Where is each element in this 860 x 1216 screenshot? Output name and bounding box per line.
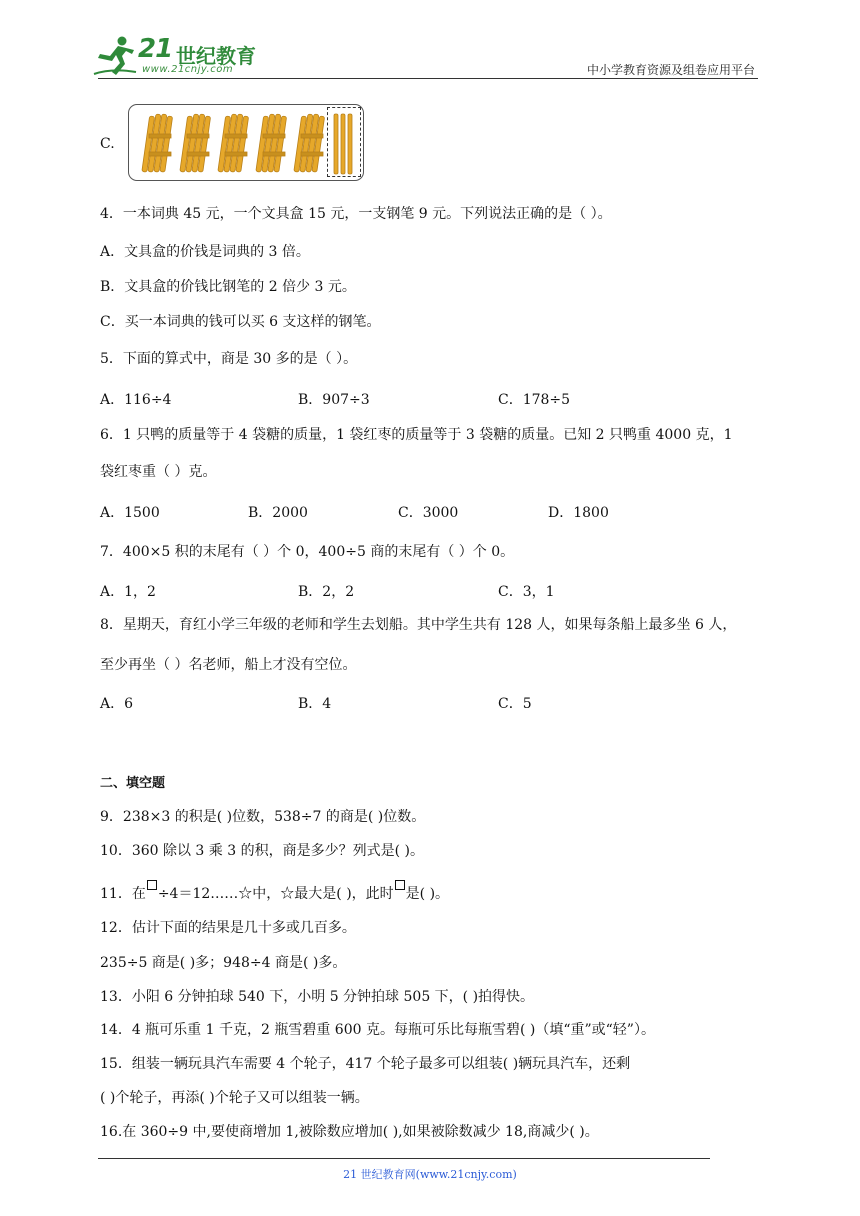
q8-option-a: A．6 — [100, 696, 134, 712]
q9: 9．238×3 的积是( )位数，538÷7 的商是( )位数。 — [100, 809, 426, 825]
logo-title: 世纪教育 — [176, 44, 256, 68]
logo-url: www.21cnjy.com — [142, 64, 234, 75]
q4-option-a: A．文具盒的价钱是词典的 3 倍。 — [100, 244, 310, 260]
bundle-icon — [294, 114, 325, 172]
q5-option-c: C．178÷5 — [498, 392, 571, 408]
footer-text: 21 世纪教育网(www.21cnjy.com) — [343, 1168, 517, 1181]
q6-option-c: C．3000 — [398, 505, 459, 521]
q4-option-b: B．文具盒的价钱比钢笔的 2 倍少 3 元。 — [100, 279, 356, 295]
q8-option-b: B．4 — [298, 696, 332, 712]
logo-number: 21 — [138, 34, 173, 64]
q4-stem: 4．一本词典 45 元，一个文具盒 15 元，一支钢笔 9 元。下列说法正确的是（ ）。 — [100, 206, 612, 222]
q3-option-c-label: C. — [100, 136, 115, 152]
q6-stem-line2: 袋红枣重（ ）克。 — [100, 464, 217, 480]
q12: 12．估计下面的结果是几十多或几百多。 — [100, 920, 356, 936]
q11 — [100, 880, 449, 903]
q11-suffix: 是( )。 — [405, 886, 450, 902]
q6-option-d: D．1800 — [548, 505, 609, 521]
site-logo — [92, 34, 262, 78]
q8-stem-line1: 8．星期天，育红小学三年级的老师和学生去划船。其中学生共有 128 人，如果每条船上最多坐 6 人， — [100, 617, 737, 633]
q8-stem-line2: 至少再坐（ ）名老师，船上才没有空位。 — [100, 657, 357, 673]
runner-logo-icon — [92, 34, 138, 78]
q15-line1: 15．组装一辆玩具汽车需要 4 个轮子，417 个轮子最多可以组装( )辆玩具汽车，还剩 — [100, 1056, 631, 1072]
q10: 10．360 除以 3 乘 3 的积，商是多少？列式是( )。 — [100, 843, 424, 859]
q8-option-c: C．5 — [498, 696, 532, 712]
q7-option-a: A．1，2 — [100, 584, 156, 600]
stick-bundles-image — [128, 104, 368, 182]
bundle-icon — [218, 114, 249, 172]
q7-stem: 7．400×5 积的末尾有（ ）个 0，400÷5 商的末尾有（ ）个 0。 — [100, 544, 515, 560]
blank-box-icon — [395, 880, 405, 890]
platform-title: 中小学教育资源及组卷应用平台 — [586, 63, 755, 77]
footer-divider — [98, 1158, 710, 1159]
header-divider — [98, 78, 758, 79]
q12-sub: 235÷5 商是( )多；948÷4 商是( )多。 — [100, 955, 347, 971]
q6-option-b: B．2000 — [248, 505, 308, 521]
q5-option-b: B．907÷3 — [298, 392, 370, 408]
q16: 16.在 360÷9 中,要使商增加 1,被除数应增加( ),如果被除数减少 18,商减少( )。 — [100, 1124, 599, 1140]
bundle-icon — [180, 114, 211, 172]
q14: 14．4 瓶可乐重 1 千克，2 瓶雪碧重 600 克。每瓶可乐比每瓶雪碧( )（填“重”或“轻”）。 — [100, 1022, 655, 1038]
section-title: 二、填空题 — [100, 776, 166, 791]
q6-option-a: A．1500 — [100, 505, 160, 521]
q5-option-a: A．116÷4 — [100, 392, 172, 408]
q7-option-c: C．3，1 — [498, 584, 555, 600]
q15-line2: ( )个轮子，再添( )个轮子又可以组装一辆。 — [100, 1090, 369, 1106]
q4-option-c: C．买一本词典的钱可以买 6 支这样的钢笔。 — [100, 314, 381, 330]
q5-stem: 5．下面的算式中，商是 30 多的是（ ）。 — [100, 351, 358, 367]
q11-prefix: 11．在 — [100, 886, 146, 902]
q13: 13．小阳 6 分钟拍球 540 下，小明 5 分钟拍球 505 下，( )拍得快。 — [100, 989, 535, 1005]
q7-option-b: B．2，2 — [298, 584, 355, 600]
bundle-icon — [256, 114, 287, 172]
q6-stem-line1: 6．1 只鸭的质量等于 4 袋糖的质量，1 袋红枣的质量等于 3 袋糖的质量。已知 2 只鸭重 4000 克，1 — [100, 427, 733, 443]
bundle-icon — [142, 114, 173, 172]
q11-middle: ÷4＝12……☆中，☆最大是( )，此时 — [157, 886, 394, 902]
single-stick-icon — [334, 114, 352, 174]
blank-box-icon — [147, 880, 157, 890]
